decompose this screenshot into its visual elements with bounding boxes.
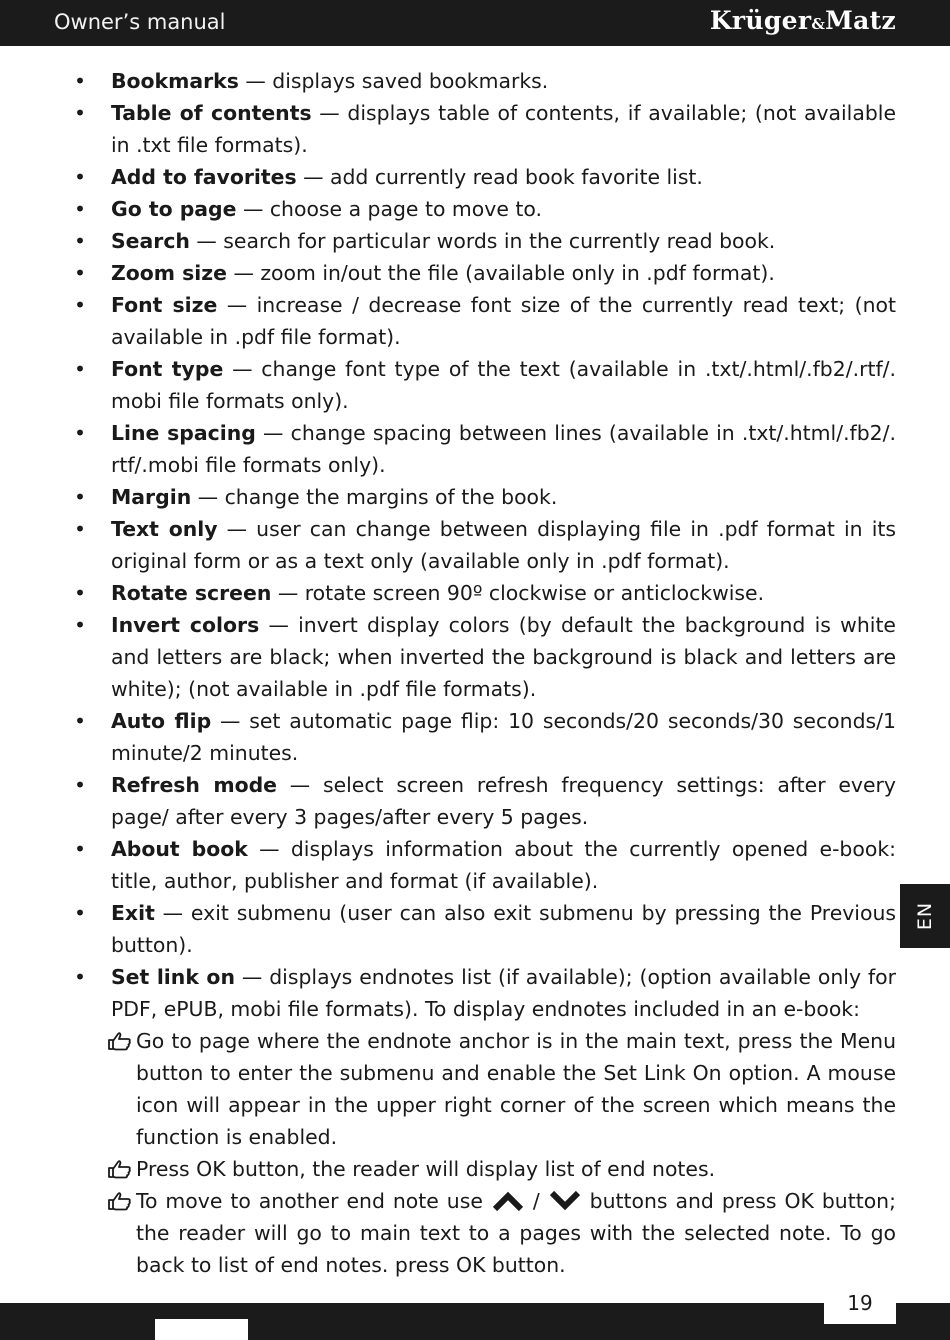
page-number: 19 bbox=[824, 1284, 896, 1324]
option-term: Table of contents bbox=[111, 101, 312, 125]
option-term: Set link on bbox=[111, 965, 235, 989]
option-description: — select screen refresh frequency settings: after every page/ after every 3 pages/after every 5 pages. bbox=[111, 773, 896, 829]
list-item bbox=[74, 257, 896, 289]
option-term: About book bbox=[111, 837, 248, 861]
option-description: — zoom in/out the file (available only in .pdf format). bbox=[226, 261, 775, 285]
list-item bbox=[74, 609, 896, 705]
option-term: Invert colors bbox=[111, 613, 260, 637]
option-term: Go to page bbox=[111, 197, 237, 221]
option-description: — user can change between displaying file in .pdf format in its original form or as a text only (available only in .pdf format). bbox=[111, 517, 896, 573]
list-item bbox=[74, 225, 896, 257]
option-description: — choose a page to move to. bbox=[236, 197, 542, 221]
list-item bbox=[74, 961, 896, 1281]
option-description: — change font type of the text (available in .txt/.html/.fb2/.rtf/. mobi file formats only). bbox=[111, 357, 896, 413]
option-term: Font size bbox=[111, 293, 218, 317]
option-term: Refresh mode bbox=[111, 773, 278, 797]
option-term: Search bbox=[111, 229, 190, 253]
option-term: Exit bbox=[111, 901, 155, 925]
option-description: — change the margins of the book. bbox=[191, 485, 558, 509]
list-item bbox=[74, 417, 896, 481]
list-item bbox=[74, 97, 896, 161]
step-text-separator: / bbox=[524, 1189, 548, 1213]
list-item bbox=[74, 161, 896, 193]
list-item bbox=[74, 897, 896, 961]
option-term: Bookmarks bbox=[111, 69, 239, 93]
option-description: — displays information about the currently opened e-book: title, author, publisher and format (if available). bbox=[111, 837, 897, 893]
pointing-hand-icon bbox=[107, 1159, 131, 1179]
step-text: Go to page where the endnote anchor is in the main text, press the Menu button to enter the submenu and enable the Set Link On option. A mouse icon will appear in the upper right corner of the screen which means the function is enabled. bbox=[136, 1029, 896, 1149]
language-tab bbox=[900, 884, 950, 948]
option-description: — add currently read book favorite list. bbox=[296, 165, 703, 189]
step-text: Press OK button, the reader will display list of end notes. bbox=[136, 1157, 716, 1181]
step-item bbox=[107, 1153, 896, 1185]
option-description: — set automatic page flip: 10 seconds/20 seconds/30 seconds/1 minute/2 minutes. bbox=[111, 709, 896, 765]
page-header bbox=[0, 0, 950, 46]
option-description: — rotate screen 90º clockwise or anticlockwise. bbox=[271, 581, 765, 605]
chevron-up-icon bbox=[491, 1190, 525, 1212]
option-term: Margin bbox=[111, 485, 192, 509]
option-description: — displays endnotes list (if available); (option available only for PDF, ePUB, mobi file formats). To display endnotes included in an e-book: bbox=[111, 965, 897, 1021]
pointing-hand-icon bbox=[107, 1191, 131, 1211]
option-description: — change spacing between lines (available in .txt/.html/.fb2/. rtf/.mobi file formats only). bbox=[111, 421, 897, 477]
option-description: — displays saved bookmarks. bbox=[238, 69, 549, 93]
option-description: — invert display colors (by default the background is white and letters are black; when inverted the background is black and letters are white); (not available in .pdf file formats). bbox=[111, 613, 896, 701]
manual-content bbox=[74, 65, 896, 1281]
option-term: Auto flip bbox=[111, 709, 212, 733]
brand-logo: Krüger&Matz bbox=[709, 6, 896, 35]
option-term: Zoom size bbox=[111, 261, 227, 285]
option-term: Text only bbox=[111, 517, 218, 541]
chevron-down-icon bbox=[548, 1190, 582, 1212]
option-description: — increase / decrease font size of the currently read text; (not available in .pdf file format). bbox=[111, 293, 896, 349]
list-item bbox=[74, 481, 896, 513]
pointing-hand-icon bbox=[107, 1031, 131, 1051]
option-term: Font type bbox=[111, 357, 224, 381]
list-item bbox=[74, 193, 896, 225]
page-footer bbox=[0, 1303, 950, 1340]
list-item bbox=[74, 705, 896, 769]
option-term: Line spacing bbox=[111, 421, 256, 445]
list-item bbox=[74, 833, 896, 897]
option-description: — exit submenu (user can also exit submenu by pressing the Previous button). bbox=[111, 901, 896, 957]
endnote-steps bbox=[107, 1025, 896, 1281]
step-text-start: To move to another end note use bbox=[136, 1189, 491, 1213]
option-term: Rotate screen bbox=[111, 581, 272, 605]
option-term: Add to favorites bbox=[111, 165, 297, 189]
list-item bbox=[74, 289, 896, 353]
step-item bbox=[107, 1025, 896, 1153]
list-item bbox=[74, 353, 896, 417]
menu-options-list bbox=[74, 65, 896, 1281]
option-description: — displays table of contents, if available; (not available in .txt file formats). bbox=[111, 101, 896, 157]
footer-accent bbox=[155, 1319, 248, 1340]
list-item bbox=[74, 65, 896, 97]
list-item bbox=[74, 577, 896, 609]
list-item bbox=[74, 769, 896, 833]
option-description: — search for particular words in the currently read book. bbox=[189, 229, 776, 253]
step-item bbox=[107, 1185, 896, 1281]
header-title: Owner’s manual bbox=[54, 10, 226, 34]
list-item bbox=[74, 513, 896, 577]
step-text-end: buttons and press OK button; the reader will go to main text to a pages with the selected note. To go back to list of end notes. press OK button. bbox=[136, 1189, 896, 1277]
language-label: EN bbox=[914, 901, 936, 931]
